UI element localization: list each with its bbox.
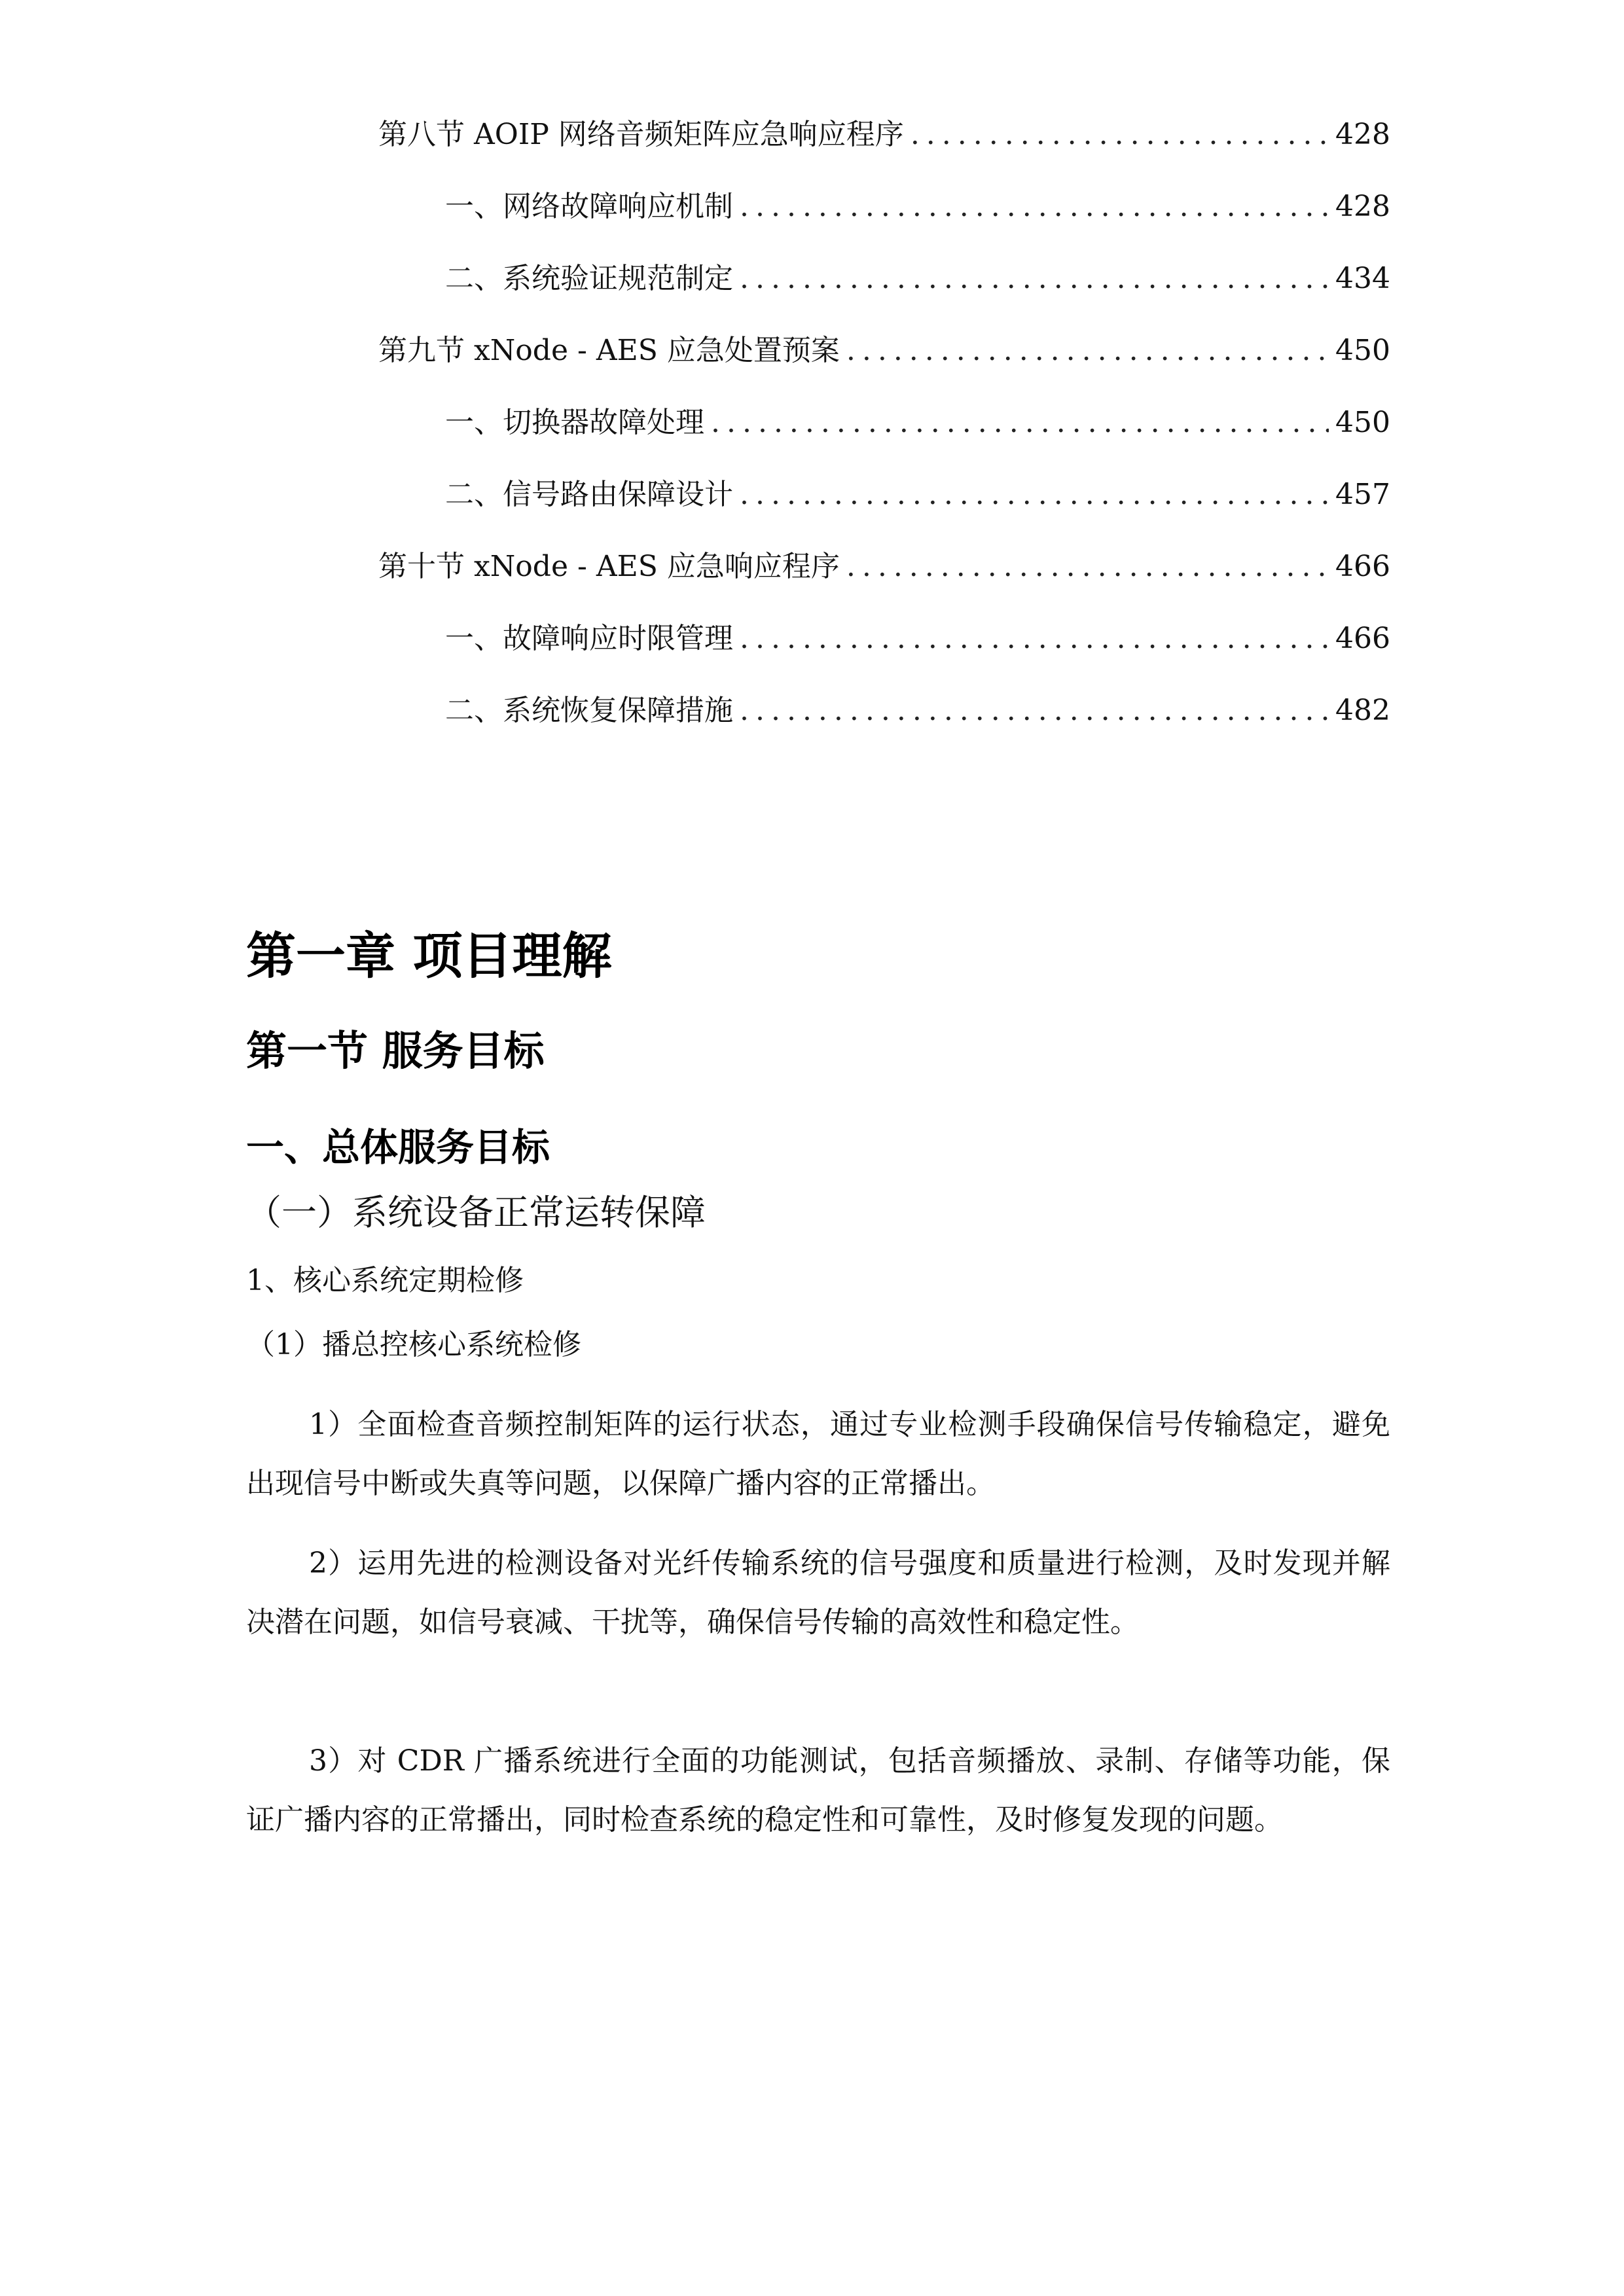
toc-item-number: 二、 [445,262,503,295]
toc-label: 切换器故障处理 [503,406,704,439]
toc-item-number: 一、 [445,406,503,439]
toc-page-number: 434 [1335,262,1390,295]
toc-leader-dots [740,187,1329,226]
toc-label: 故障响应时限管理 [503,622,733,655]
toc-entry[interactable] [445,475,1390,514]
body-paragraph: 3）对 CDR 广播系统进行全面的功能测试，包括音频播放、录制、存储等功能，保证广播内容的正常播出，同时检查系统的稳定性和可靠性，及时修复发现的问题。 [246,1744,1390,1837]
toc-leader-dots [740,259,1329,298]
chapter-title: 第一章 项目理解 [246,927,612,985]
toc-item-number: 一、 [445,190,503,223]
toc-entry[interactable] [445,187,1390,226]
toc-page-number: 450 [1335,406,1390,439]
toc-page-number: 457 [1335,478,1390,511]
toc-label: 系统验证规范制定 [503,262,733,295]
toc-entry[interactable] [378,547,1390,586]
paren-heading: （一）系统设备正常运转保障 [246,1192,706,1233]
toc-label: 第九节 xNode - AES 应急处置预案 [378,334,840,367]
toc-entry[interactable] [445,259,1390,298]
numbered-heading: 1、核心系统定期检修 [246,1264,524,1297]
toc-leader-dots [846,547,1329,586]
toc-label: 网络故障响应机制 [503,190,733,223]
toc-page-number: 428 [1335,118,1390,151]
sub-numbered-heading: （1）播总控核心系统检修 [246,1328,581,1361]
toc-page-number: 466 [1335,550,1390,583]
toc-label: 信号路由保障设计 [503,478,733,511]
toc-entry[interactable] [378,331,1390,370]
toc-label: 第八节 AOIP 网络音频矩阵应急响应程序 [378,118,904,151]
toc-page-number: 466 [1335,622,1390,655]
toc-item-number: 二、 [445,694,503,727]
toc-leader-dots [846,331,1329,370]
toc-item-number: 一、 [445,622,503,655]
body-paragraph: 1）全面检查音频控制矩阵的运行状态，通过专业检测手段确保信号传输稳定，避免出现信号中断或失真等问题，以保障广播内容的正常播出。 [246,1408,1390,1500]
toc-leader-dots [740,619,1329,658]
toc-page-number: 428 [1335,190,1390,223]
toc-page-number: 482 [1335,694,1390,727]
toc-leader-dots [911,115,1329,154]
subsection-title: 一、总体服务目标 [246,1125,550,1170]
toc-entry[interactable] [445,691,1390,730]
toc-entry[interactable] [378,115,1390,154]
toc-page-number: 450 [1335,334,1390,367]
toc-item-number: 二、 [445,478,503,511]
toc-entry[interactable] [445,403,1390,442]
section-title: 第一节 服务目标 [246,1027,545,1075]
toc-label: 系统恢复保障措施 [503,694,733,727]
body-paragraph: 2）运用先进的检测设备对光纤传输系统的信号强度和质量进行检测，及时发现并解决潜在问题，如信号衰减、干扰等，确保信号传输的高效性和稳定性。 [246,1547,1390,1639]
toc-leader-dots [740,691,1329,730]
toc-leader-dots [711,403,1329,442]
toc-entry[interactable] [445,619,1390,658]
toc-leader-dots [740,475,1329,514]
toc-label: 第十节 xNode - AES 应急响应程序 [378,550,840,583]
